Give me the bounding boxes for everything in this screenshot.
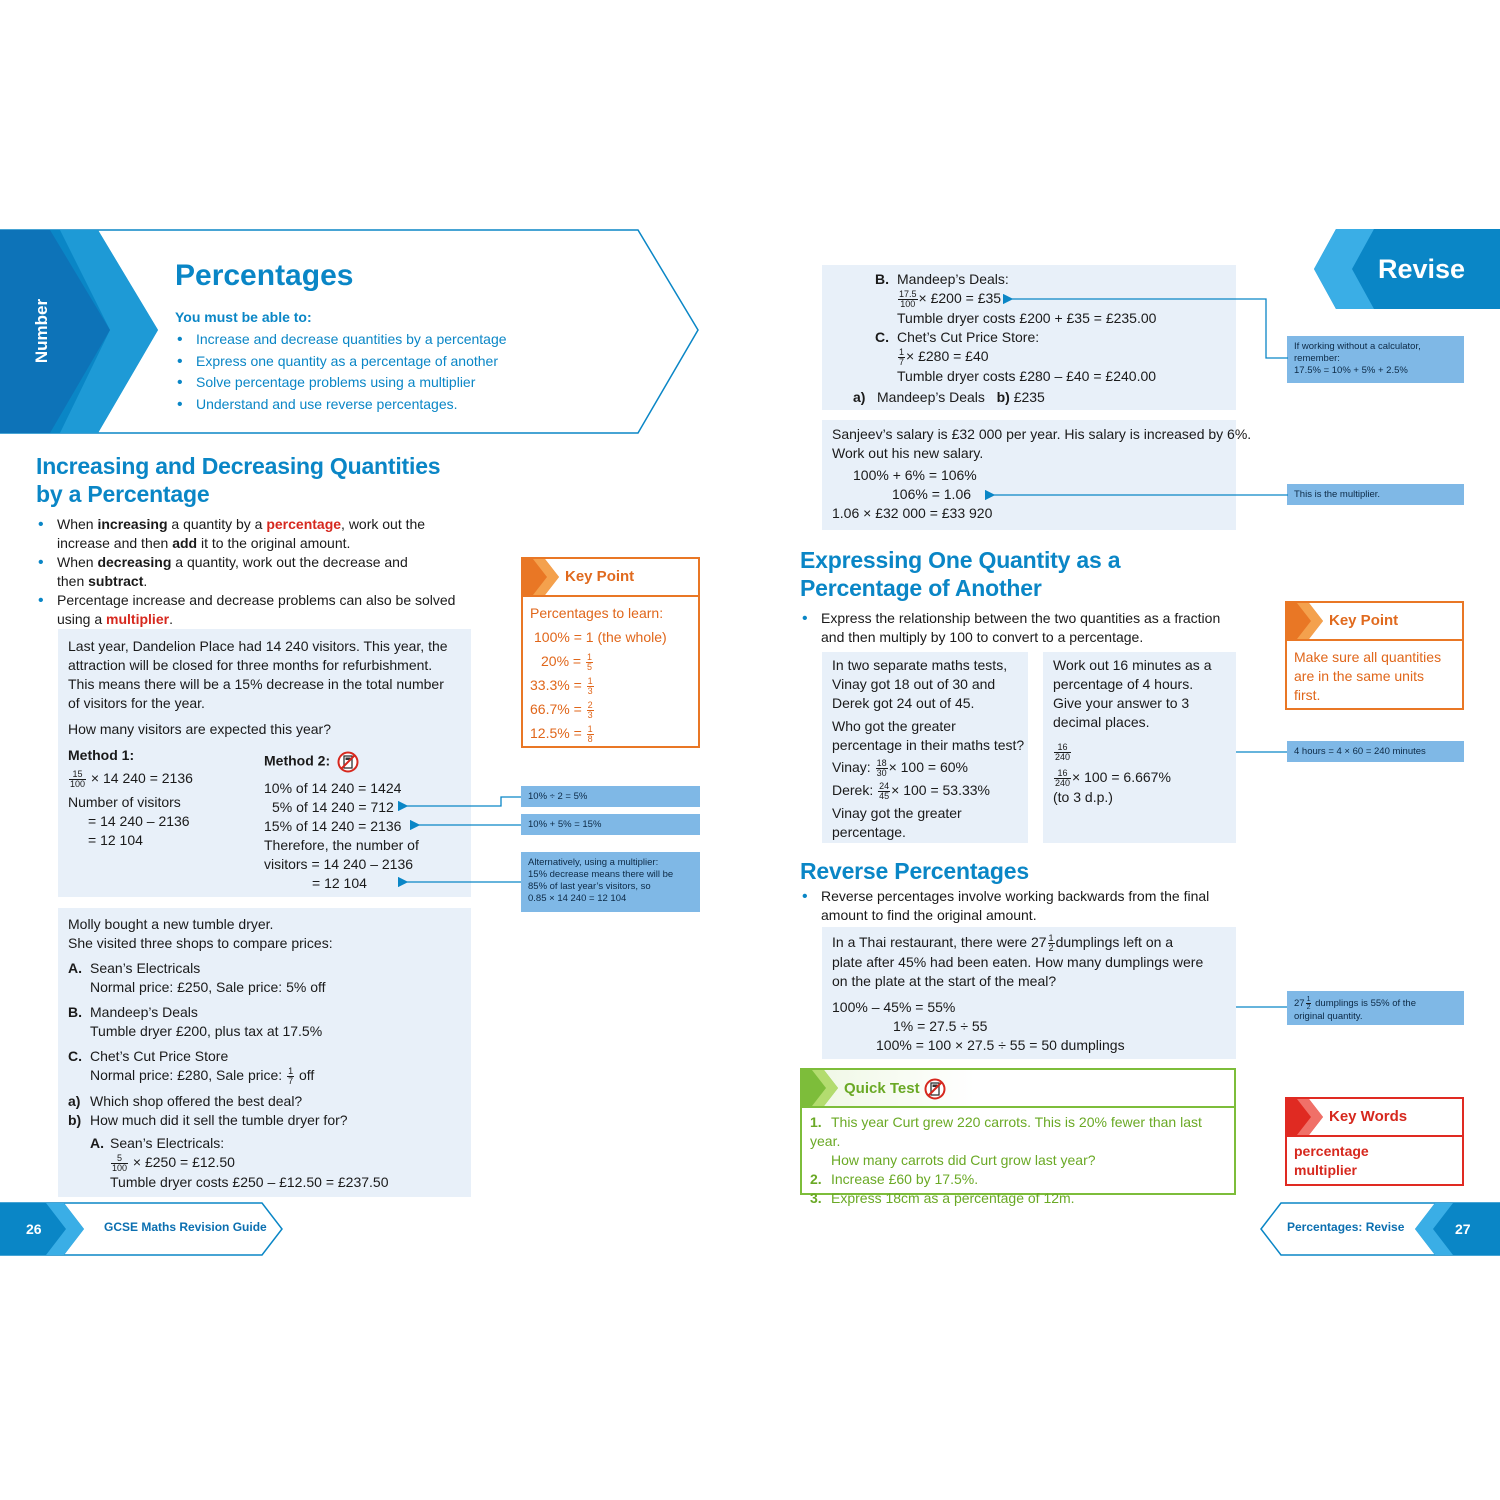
bullet-increasing: • When increasing a quantity by a percentage, work out the increase and then add it to the original amount. (36, 515, 476, 553)
key-words-box: Key Words percentage multiplier (1285, 1097, 1464, 1186)
note-ten-plus-five: 10% + 5% = 15% (521, 814, 700, 835)
objective-item: • Solve percentage problems using a multiplier (175, 373, 615, 395)
section-heading-expressing: Expressing One Quantity as a Percentage of Another (800, 547, 1121, 601)
footer-title-left: GCSE Maths Revision Guide (104, 1220, 267, 1234)
method-2: Method 2: 10% of 14 240 = 1424 5% of 14 240 = 712 15% of 14 240 = 2136 Therefore, the number of visitors = 14 240 – 2136 = 12 104 (264, 752, 419, 891)
intro-bullets (36, 515, 476, 629)
quick-test-icon (802, 1070, 840, 1106)
dumplings-example: In a Thai restaurant, there were 27 $\frac{1}{2}$ dumplings left on a plate after 45% had been eaten. How many dumplings were on the plate at the start of the meal? 100% – 45% = 55% 1% = 27.5 ÷ 55 100% = 100 × 27.5 ÷ 55 = 50 dumplings (832, 932, 1204, 1053)
no-calculator-icon (337, 751, 359, 773)
note-dumplings: 27 $\frac{1}{2}$ dumplings is 55% of the original quantity. (1287, 991, 1464, 1025)
objective-item: • Understand and use reverse percentages. (175, 395, 615, 417)
note-multiplier: This is the multiplier. (1287, 484, 1464, 505)
callout-arrows-left (395, 790, 525, 890)
objectives-list (175, 330, 615, 416)
page-number-right: 27 (1455, 1221, 1471, 1237)
section-heading-increasing: Increasing and Decreasing Quantities by a Percentage (36, 453, 441, 507)
example-dandelion-text: Last year, Dandelion Place had 14 240 visitors. This year, the attraction will be closed for three months for refurbishment. This means there will be a 15% decrease in the total number of visitors for the year. How many visitors are expected this year? (68, 638, 448, 737)
side-tab-number: Number (32, 298, 51, 364)
footer-title-right: Percentages: Revise (1287, 1220, 1405, 1234)
page-title: Percentages (175, 259, 354, 292)
vinay-derek-example: In two separate maths tests, Vinay got 18 out of 30 and Derek got 24 out of 45. Who got the greater percentage in their maths test? Vinay: $\frac{18}{30}$ × 100 = 60% Derek: $\frac{24}{45}$ × 100 = 53.33% Vinay got the greater percentage. (832, 657, 1025, 840)
example-tumble-dryer-text: Molly bought a new tumble dryer. She visited three shops to compare prices: A. Sean’s Electricals Normal price: £250, Sale price: 5% off B. Mandeep’s Deals Tumble dryer £200, plus tax at 17.5% C. Chet’s Cut Price Store Normal price: £280, Sale price: $\frac{1}{7}$ off a) Which shop offered the best deal? b) How much did it sell the tumble dryer for? A. Sean’s Electricals: $\frac{5}{100}$ × £250 = £12.50 Tumble dryer costs £250 – £12.50 = £237.50 (68, 916, 389, 1190)
key-point-box: Key Point Percentages to learn: 100% = 1 (the whole) 20% = $\frac{1}{5}$ 33.3% = $\frac{1}{3}$ 66.7% = $\frac{2}{3}$ 12.5% = $\frac{1}{8}$ (521, 557, 700, 748)
reverse-bullet: • Reverse percentages involve working backwards from the final amount to find the original amount. (800, 887, 1240, 925)
keyword-multiplier: multiplier (1294, 1162, 1358, 1178)
objective-item: • Express one quantity as a percentage of another (175, 352, 615, 374)
key-point-icon (523, 559, 561, 595)
bullet-multiplier: • Percentage increase and decrease problems can also be solved using a multiplier. (36, 591, 476, 629)
bullet-decreasing: • When decreasing a quantity, work out the decrease and then subtract. (36, 553, 476, 591)
section-heading-reverse: Reverse Percentages (800, 858, 1029, 884)
key-point-icon (1287, 603, 1325, 639)
note-alternative-multiplier: Alternatively, using a multiplier: 15% decrease means there will be 85% of last year’s visitors, so 0.85 × 14 240 = 12 104 (521, 852, 700, 912)
objectives-label: You must be able to: (175, 309, 312, 325)
revise-label: Revise (1378, 254, 1466, 284)
page-number-left: 26 (26, 1221, 42, 1237)
method-1: Method 1: $\frac{15}{100}$ × 14 240 = 2136 Number of visitors = 14 240 – 2136 = 12 104 (68, 747, 193, 848)
salary-example: Sanjeev’s salary is £32 000 per year. His salary is increased by 6%. Work out his new salary. 100% + 6% = 106% 106% = 1.06 1.06 × £32 000 = £33 920 (832, 426, 1252, 521)
key-point-units-box: Key Point Make sure all quantities are in the same units first. (1285, 601, 1464, 710)
minutes-example: Work out 16 minutes as a percentage of 4 hours. Give your answer to 3 decimal places. $\frac{16}{240}$ $\frac{16}{240}$ × 100 = 6.667% (to 3 d.p.) (1053, 657, 1212, 805)
note-calculator: If working without a calculator, remember: 17.5% = 10% + 5% + 2.5% (1287, 336, 1464, 383)
no-calculator-icon (924, 1078, 946, 1100)
note-hours: 4 hours = 4 × 60 = 240 minutes (1287, 741, 1464, 762)
tumble-dryer-solution: B. Mandeep’s Deals: $\frac{17.5}{100}$ × £200 = £35 Tumble dryer costs £200 + £35 = £235.00 C. Chet’s Cut Price Store: $\frac{1}{7}$ × £280 = £40 Tumble dryer costs £280 – £40 = £240.00 a) Mandeep’s Deals b) £235 (853, 271, 1157, 405)
quick-test-box: Quick Test 1. This year Curt grew 220 carrots. This is 20% fewer than last year. How many carrots did Curt grow last year? 2. Increase £60 by 17.5%. 3. Express 18cm as a percentage of 12m. (800, 1068, 1236, 1195)
expressing-bullet: • Express the relationship between the two quantities as a fraction and then multiply by 100 to convert to a percentage. (800, 609, 1240, 647)
keyword-percentage: percentage (1294, 1143, 1369, 1159)
note-ten-div-two: 10% ÷ 2 = 5% (521, 786, 700, 807)
key-words-icon (1287, 1099, 1325, 1135)
objective-item: • Increase and decrease quantities by a percentage (175, 330, 615, 352)
